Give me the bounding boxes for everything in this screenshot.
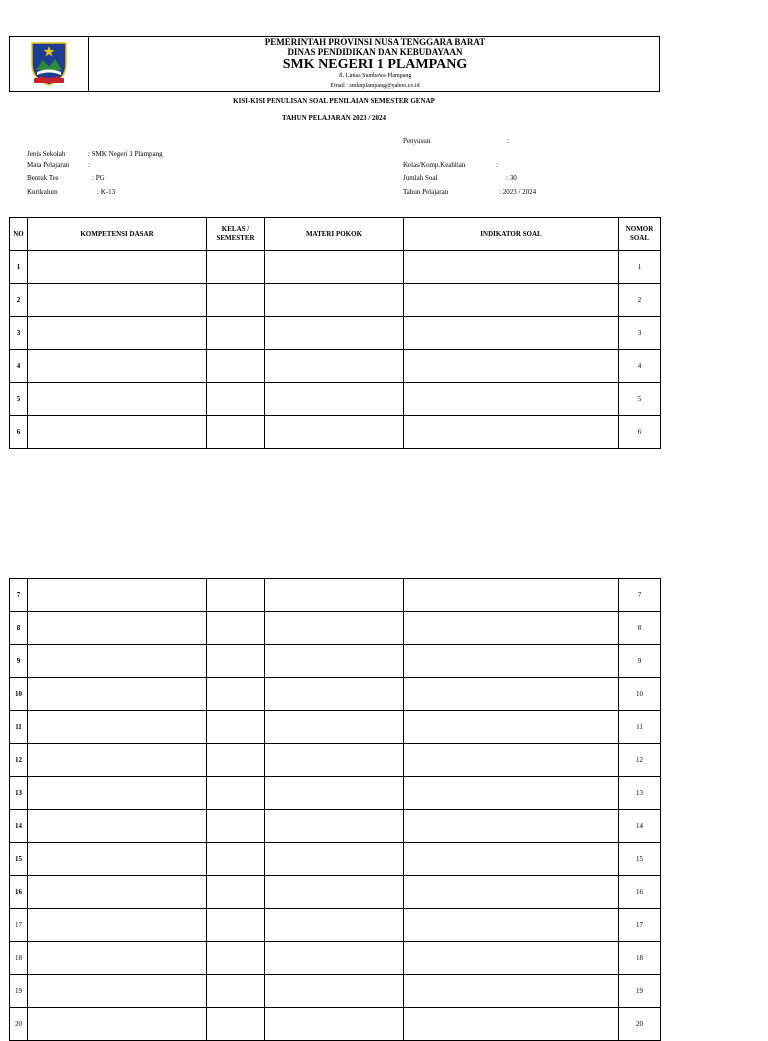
table-row xyxy=(10,416,661,449)
table-row xyxy=(10,612,661,645)
cell-kompetensi-dasar xyxy=(28,711,207,744)
cell-materi xyxy=(265,810,404,843)
cell-materi xyxy=(265,645,404,678)
table-row xyxy=(10,843,661,876)
row-no: 14 xyxy=(10,810,28,843)
table-row xyxy=(10,350,661,383)
cell-kelas xyxy=(207,711,265,744)
table-row xyxy=(10,284,661,317)
cell-indikator xyxy=(404,711,619,744)
row-nomor-soal: 7 xyxy=(619,579,661,612)
logo-cell xyxy=(10,37,89,91)
col-header-kelas-semester: KELAS / SEMESTER xyxy=(207,218,265,251)
row-no: 3 xyxy=(10,317,28,350)
row-no: 7 xyxy=(10,579,28,612)
gov-line: PEMERINTAH PROVINSI NUSA TENGGARA BARAT xyxy=(264,37,486,47)
row-nomor-soal: 5 xyxy=(619,383,661,416)
cell-kelas xyxy=(207,744,265,777)
cell-kelas xyxy=(207,678,265,711)
info-label-mata-pelajaran: Mata Pelajaran xyxy=(27,161,70,169)
cell-kelas xyxy=(207,975,265,1008)
cell-indikator xyxy=(404,810,619,843)
school-name: SMK NEGERI 1 PLAMPANG xyxy=(282,57,468,72)
info-value-bentuk-tes: : PG xyxy=(92,174,105,182)
cell-materi xyxy=(265,416,404,449)
cell-kompetensi-dasar xyxy=(28,612,207,645)
row-no: 10 xyxy=(10,678,28,711)
cell-kelas xyxy=(207,284,265,317)
cell-materi xyxy=(265,942,404,975)
col-header-no: NO xyxy=(10,218,28,251)
row-no: 8 xyxy=(10,612,28,645)
row-nomor-soal: 17 xyxy=(619,909,661,942)
cell-kompetensi-dasar xyxy=(28,317,207,350)
table-row xyxy=(10,579,661,612)
cell-materi xyxy=(265,777,404,810)
cell-kelas xyxy=(207,810,265,843)
cell-indikator xyxy=(404,251,619,284)
cell-indikator xyxy=(404,744,619,777)
info-value-jumlah-soal: : 30 xyxy=(506,174,517,182)
row-no: 16 xyxy=(10,876,28,909)
cell-indikator xyxy=(404,350,619,383)
cell-materi xyxy=(265,744,404,777)
cell-materi xyxy=(265,350,404,383)
cell-indikator xyxy=(404,1008,619,1041)
row-no: 12 xyxy=(10,744,28,777)
table-row xyxy=(10,317,661,350)
cell-kompetensi-dasar xyxy=(28,350,207,383)
col-header-kompetensi-dasar: KOMPETENSI DASAR xyxy=(28,218,207,251)
row-nomor-soal: 6 xyxy=(619,416,661,449)
row-no: 15 xyxy=(10,843,28,876)
cell-indikator xyxy=(404,383,619,416)
cell-materi xyxy=(265,1008,404,1041)
cell-indikator xyxy=(404,909,619,942)
info-value-kelas-komp: : xyxy=(496,161,498,169)
cell-kelas xyxy=(207,909,265,942)
cell-materi xyxy=(265,317,404,350)
ntb-province-emblem-icon xyxy=(28,40,70,86)
cell-kelas xyxy=(207,383,265,416)
table-row xyxy=(10,744,661,777)
table-row xyxy=(10,383,661,416)
info-value-penyusun: : xyxy=(507,137,509,145)
cell-materi xyxy=(265,711,404,744)
row-nomor-soal: 8 xyxy=(619,612,661,645)
info-label-jumlah-soal: Jumlah Soal xyxy=(403,174,438,182)
school-address: Jl. Lintas Sumbawa Plampang xyxy=(338,73,412,79)
kisi-kisi-table-page-2 xyxy=(9,578,661,1041)
cell-kelas xyxy=(207,317,265,350)
table-row xyxy=(10,777,661,810)
row-nomor-soal: 20 xyxy=(619,1008,661,1041)
cell-kelas xyxy=(207,416,265,449)
info-value-mata-pelajaran: : xyxy=(88,161,90,169)
row-nomor-soal: 19 xyxy=(619,975,661,1008)
cell-kelas xyxy=(207,1008,265,1041)
row-no: 20 xyxy=(10,1008,28,1041)
cell-kompetensi-dasar xyxy=(28,678,207,711)
row-no: 4 xyxy=(10,350,28,383)
row-no: 1 xyxy=(10,251,28,284)
cell-indikator xyxy=(404,942,619,975)
row-no: 18 xyxy=(10,942,28,975)
table-row xyxy=(10,942,661,975)
info-label-bentuk-tes: Bentuk Tes xyxy=(27,174,59,182)
cell-kompetensi-dasar xyxy=(28,744,207,777)
cell-kelas xyxy=(207,579,265,612)
kisi-kisi-table-page-1 xyxy=(9,217,661,449)
cell-kompetensi-dasar xyxy=(28,909,207,942)
table-row xyxy=(10,251,661,284)
row-nomor-soal: 18 xyxy=(619,942,661,975)
cell-kompetensi-dasar xyxy=(28,416,207,449)
col-header-indikator-soal: INDIKATOR SOAL xyxy=(404,218,619,251)
cell-kelas xyxy=(207,876,265,909)
cell-materi xyxy=(265,579,404,612)
table-row xyxy=(10,876,661,909)
row-nomor-soal: 13 xyxy=(619,777,661,810)
info-value-tahun-pelajaran: : 2023 / 2024 xyxy=(499,188,537,196)
cell-materi xyxy=(265,843,404,876)
cell-materi xyxy=(265,383,404,416)
row-no: 13 xyxy=(10,777,28,810)
cell-kelas xyxy=(207,777,265,810)
cell-kompetensi-dasar xyxy=(28,876,207,909)
cell-indikator xyxy=(404,678,619,711)
info-value-kurikulum: : K-13 xyxy=(97,188,116,196)
table-row xyxy=(10,1008,661,1041)
row-no: 19 xyxy=(10,975,28,1008)
cell-kompetensi-dasar xyxy=(28,645,207,678)
row-nomor-soal: 2 xyxy=(619,284,661,317)
cell-kelas xyxy=(207,350,265,383)
row-no: 9 xyxy=(10,645,28,678)
row-no: 11 xyxy=(10,711,28,744)
table-row xyxy=(10,810,661,843)
document-title: KISI-KISI PENULISAN SOAL PENILAIAN SEMESTER GENAP xyxy=(233,97,435,105)
department-line: DINAS PENDIDIKAN DAN KEBUDAYAAN xyxy=(287,47,463,57)
table-row xyxy=(10,975,661,1008)
cell-kompetensi-dasar xyxy=(28,810,207,843)
cell-indikator xyxy=(404,612,619,645)
cell-indikator xyxy=(404,284,619,317)
row-no: 17 xyxy=(10,909,28,942)
info-value-jenis-sekolah: : SMK Negeri 1 Plampang xyxy=(88,150,163,158)
table-row xyxy=(10,678,661,711)
cell-materi xyxy=(265,876,404,909)
cell-kompetensi-dasar xyxy=(28,843,207,876)
cell-kompetensi-dasar xyxy=(28,1008,207,1041)
row-nomor-soal: 4 xyxy=(619,350,661,383)
cell-kompetensi-dasar xyxy=(28,777,207,810)
cell-materi xyxy=(265,678,404,711)
cell-kelas xyxy=(207,251,265,284)
cell-materi xyxy=(265,909,404,942)
col-header-nomor-soal: NOMOR SOAL xyxy=(619,218,661,251)
table-header-row xyxy=(10,218,661,251)
cell-kelas xyxy=(207,942,265,975)
cell-kompetensi-dasar xyxy=(28,251,207,284)
cell-kompetensi-dasar xyxy=(28,579,207,612)
row-nomor-soal: 9 xyxy=(619,645,661,678)
info-label-penyusun: Penyusun xyxy=(403,137,431,145)
info-label-kurikulum: Kurikulum xyxy=(27,188,58,196)
school-email: Email : smknplampang@yahoo.co.id xyxy=(330,83,420,89)
table-row xyxy=(10,909,661,942)
cell-indikator xyxy=(404,876,619,909)
cell-kelas xyxy=(207,612,265,645)
cell-kelas xyxy=(207,645,265,678)
cell-materi xyxy=(265,284,404,317)
info-label-tahun-pelajaran: Tahun Pelajaran xyxy=(403,188,449,196)
row-no: 5 xyxy=(10,383,28,416)
cell-indikator xyxy=(404,777,619,810)
cell-materi xyxy=(265,251,404,284)
cell-kelas xyxy=(207,843,265,876)
row-nomor-soal: 1 xyxy=(619,251,661,284)
row-nomor-soal: 14 xyxy=(619,810,661,843)
table-row xyxy=(10,711,661,744)
row-nomor-soal: 15 xyxy=(619,843,661,876)
cell-materi xyxy=(265,975,404,1008)
letterhead xyxy=(9,36,660,92)
row-nomor-soal: 12 xyxy=(619,744,661,777)
table-row xyxy=(10,645,661,678)
document-year: TAHUN PELAJARAN 2023 / 2024 xyxy=(281,114,387,122)
cell-indikator xyxy=(404,317,619,350)
row-nomor-soal: 3 xyxy=(619,317,661,350)
info-label-jenis-sekolah: Jenis Sekolah xyxy=(27,150,66,158)
cell-indikator xyxy=(404,975,619,1008)
cell-kompetensi-dasar xyxy=(28,284,207,317)
row-nomor-soal: 16 xyxy=(619,876,661,909)
cell-kompetensi-dasar xyxy=(28,383,207,416)
cell-indikator xyxy=(404,579,619,612)
info-label-kelas-komp: Kelas/Komp.Keahlian xyxy=(403,161,466,169)
cell-kompetensi-dasar xyxy=(28,942,207,975)
col-header-materi-pokok: MATERI POKOK xyxy=(265,218,404,251)
cell-kompetensi-dasar xyxy=(28,975,207,1008)
cell-indikator xyxy=(404,645,619,678)
row-no: 6 xyxy=(10,416,28,449)
row-no: 2 xyxy=(10,284,28,317)
cell-indikator xyxy=(404,416,619,449)
cell-indikator xyxy=(404,843,619,876)
row-nomor-soal: 10 xyxy=(619,678,661,711)
cell-materi xyxy=(265,612,404,645)
row-nomor-soal: 11 xyxy=(619,711,661,744)
